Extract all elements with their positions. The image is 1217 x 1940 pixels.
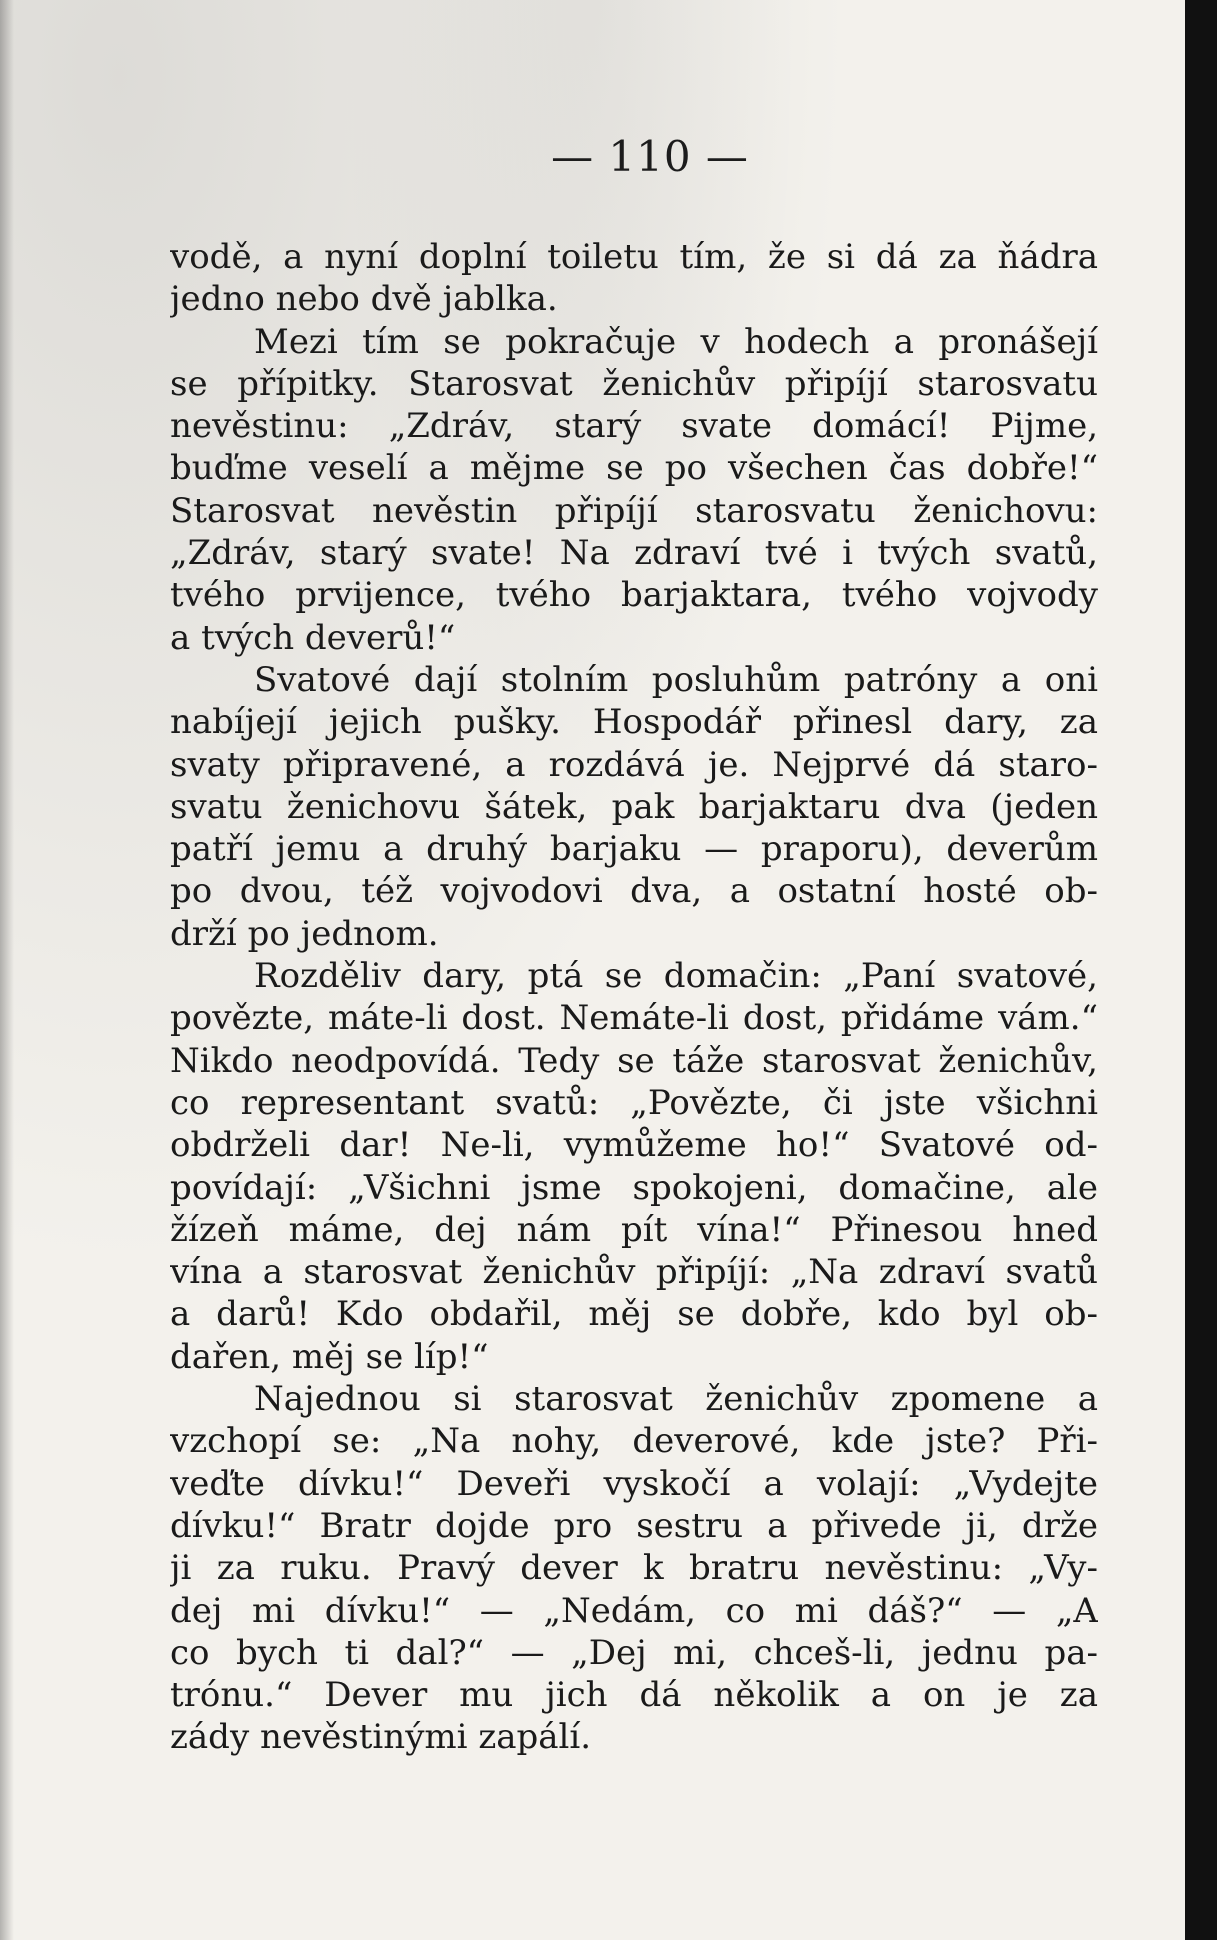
text-line: Mezi tím se pokračuje v hodech a pronášejí — [254, 321, 1098, 362]
text-line: trónu.“ Dever mu jich dá několik a on je za — [170, 1675, 1098, 1716]
text-line: co bych ti dal?“ — „Dej mi, chceš-li, jednu pa- — [170, 1632, 1098, 1673]
text-line: svaty připravené, a rozdává je. Nejprvé dá staro- — [170, 744, 1098, 785]
text-line: vína a starosvat ženichův připíjí: „Na zdraví svatů — [170, 1252, 1098, 1293]
text-line: ji za ruku. Pravý dever k bratru nevěstinu: „Vy- — [170, 1548, 1098, 1589]
text-line: Najednou si starosvat ženichův zpomene a — [254, 1379, 1098, 1420]
text-line: a tvých deverů!“ — [170, 617, 456, 658]
text-line: dařen, měj se líp!“ — [170, 1336, 489, 1377]
text-line: Svatové dají stolním posluhům patróny a oni — [254, 659, 1098, 700]
text-line: tvého prvijence, tvého barjaktara, tvého vojvody — [170, 575, 1098, 616]
text-line: obdrželi dar! Ne-li, vymůžeme ho!“ Svatové od- — [170, 1125, 1098, 1166]
text-line: nabíjejí jejich pušky. Hospodář přinesl dary, za — [170, 702, 1098, 743]
text-line: „Zdráv, starý svate! Na zdraví tvé i tvých svatů, — [170, 533, 1098, 574]
text-line: po dvou, též vojvodovi dva, a ostatní hosté ob- — [170, 871, 1098, 912]
text-line: povězte, máte-li dost. Nemáte-li dost, přidáme vám.“ — [170, 998, 1098, 1039]
text-line: Starosvat nevěstin připíjí starosvatu ženichovu: — [170, 490, 1098, 531]
text-line: vzchopí se: „Na nohy, deverové, kde jste? Při- — [170, 1421, 1098, 1462]
text-line: se přípitky. Starosvat ženichův připíjí starosvatu — [170, 363, 1098, 404]
text-line: zády nevěstinými zapálí. — [170, 1717, 592, 1758]
text-line: jedno nebo dvě jablka. — [170, 279, 558, 320]
page-gutter-shadow — [0, 0, 14, 1940]
text-line: svatu ženichovu šátek, pak barjaktaru dva (jeden — [170, 786, 1098, 827]
text-line: veďte dívku!“ Deveři vyskočí a volají: „Vydejte — [170, 1463, 1098, 1504]
text-line: žízeň máme, dej nám pít vína!“ Přinesou hned — [170, 1209, 1098, 1250]
text-line: patří jemu a druhý barjaku — praporu), deverům — [170, 829, 1098, 870]
text-line: Nikdo neodpovídá. Tedy se táže starosvat ženichův, — [170, 1040, 1098, 1081]
text-line: dívku!“ Bratr dojde pro sestru a přivede ji, drže — [170, 1505, 1098, 1546]
scan-border — [1185, 0, 1217, 1940]
text-line: nevěstinu: „Zdráv, starý svate domácí! Pijme, — [170, 406, 1098, 447]
text-line: drží po jednom. — [170, 913, 439, 954]
text-line: buďme veselí a mějme se po všechen čas dobře!“ — [170, 448, 1098, 489]
text-line: vodě, a nyní doplní toiletu tím, že si dá za ňádra — [170, 237, 1098, 277]
page-body-text — [170, 236, 1098, 1759]
text-line: povídají: „Všichni jsme spokojeni, domačine, ale — [170, 1167, 1098, 1208]
page-number: — 110 — — [551, 132, 749, 181]
text-line: Rozděliv dary, ptá se domačin: „Paní svatové, — [254, 956, 1098, 997]
text-line: dej mi dívku!“ — „Nedám, co mi dáš?“ — „A — [170, 1590, 1098, 1631]
text-line: a darů! Kdo obdařil, měj se dobře, kdo byl ob- — [170, 1294, 1098, 1335]
text-line: co representant svatů: „Povězte, či jste všichni — [170, 1082, 1098, 1123]
